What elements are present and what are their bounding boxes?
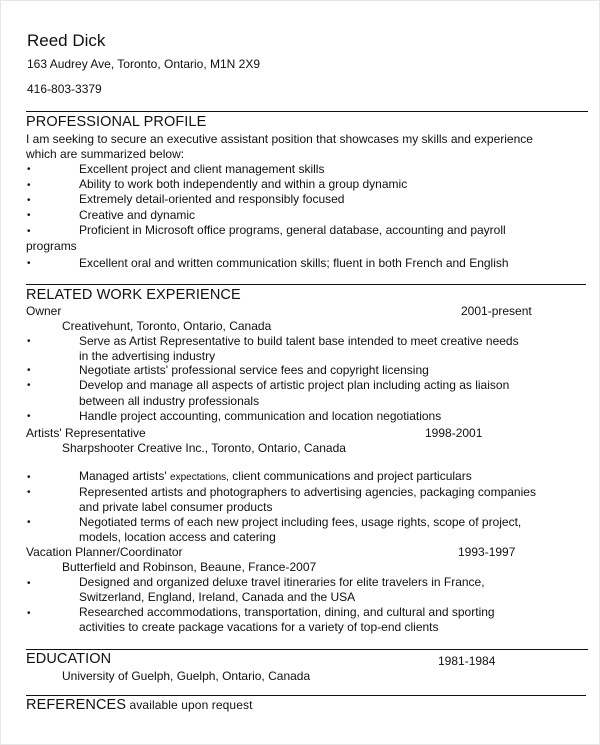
job-title: Artists' Representative <box>26 426 146 440</box>
bullet-icon: • <box>27 336 31 347</box>
references-note: available upon request <box>126 698 253 712</box>
bullet-icon: • <box>27 195 31 206</box>
profile-heading: PROFESSIONAL PROFILE <box>26 114 207 130</box>
phone: 416-803-3379 <box>27 82 102 96</box>
job-duty: Represented artists and photographers to advertising agencies, packaging companies <box>79 485 536 499</box>
job-duty: Handle project accounting, communication and location negotiations <box>79 409 442 423</box>
bullet-icon: • <box>27 164 31 175</box>
references-line <box>26 697 253 713</box>
bullet-icon: • <box>27 411 31 422</box>
education-heading: EDUCATION <box>26 651 112 667</box>
section-rule <box>26 111 588 112</box>
profile-intro-cont: which are summarized below: <box>26 147 185 161</box>
skill-item: Excellent oral and written communication skills; fluent in both French and English <box>79 256 509 270</box>
bullet-icon: • <box>27 608 31 619</box>
job-duty: Serve as Artist Representative to build talent base intended to meet creative needs <box>79 334 519 348</box>
bullet-icon: • <box>27 472 31 483</box>
job-duty-cont: in the advertising industry <box>79 349 216 363</box>
address: 163 Audrey Ave, Toronto, Ontario, M1N 2X9 <box>27 57 261 71</box>
job-dates: 2001-present <box>461 304 532 318</box>
job-duty-cont: and private label consumer products <box>79 500 273 514</box>
job-duty-cont: Switzerland, England, Ireland, Canada and the USA <box>79 590 356 604</box>
bullet-icon: • <box>27 380 31 391</box>
bullet-icon: • <box>27 180 31 191</box>
applicant-name: Reed Dick <box>27 31 106 50</box>
bullet-icon: • <box>27 258 31 269</box>
skill-item: Creative and dynamic <box>79 208 196 222</box>
job-duty: Develop and manage all aspects of artistic project plan including acting as liaison <box>79 378 510 392</box>
job-dates: 1993-1997 <box>458 545 516 559</box>
bullet-icon: • <box>27 365 31 376</box>
education-school: University of Guelph, Guelph, Ontario, Canada <box>62 669 311 683</box>
experience-heading: RELATED WORK EXPERIENCE <box>26 287 241 303</box>
job-company: Creativehunt, Toronto, Ontario, Canada <box>62 319 272 333</box>
job-duty-cont: between all industry professionals <box>79 394 260 408</box>
section-rule <box>26 284 586 285</box>
skill-item: Ability to work both independently and within a group dynamic <box>79 177 408 191</box>
education-dates: 1981-1984 <box>438 654 496 668</box>
references-heading: REFERENCES <box>26 697 127 713</box>
job-duty: Negotiate artists' professional service fees and copyright licensing <box>79 363 429 377</box>
job-duty: Researched accommodations, transportation, dining, and cultural and sporting <box>79 605 495 619</box>
bullet-icon: • <box>27 210 31 221</box>
bullet-icon: • <box>27 226 31 237</box>
job-duty: Managed artists' expectations, client communications and project particulars <box>79 469 472 483</box>
bullet-icon: • <box>27 578 31 589</box>
job-duty: Designed and organized deluxe travel itineraries for elite travelers in France, <box>79 575 485 589</box>
job-company: Butterfield and Robinson, Beaune, France-2007 <box>62 560 317 574</box>
section-rule <box>26 649 588 650</box>
section-rule <box>26 695 586 696</box>
profile-intro: I am seeking to secure an executive assistant position that showcases my skills and experience <box>26 132 533 146</box>
job-title: Owner <box>26 304 62 318</box>
skill-item: Proficient in Microsoft office programs, general database, accounting and payroll <box>79 223 506 237</box>
bullet-icon: • <box>27 517 31 528</box>
skill-item-cont: programs <box>26 239 77 253</box>
job-duty-cont: activities to create package vacations for a variety of top-end clients <box>79 620 439 634</box>
job-duty-cont: models, location access and catering <box>79 530 276 544</box>
job-company: Sharpshooter Creative Inc., Toronto, Ontario, Canada <box>62 441 346 455</box>
job-dates: 1998-2001 <box>425 426 483 440</box>
job-title: Vacation Planner/Coordinator <box>26 545 183 559</box>
skill-item: Extremely detail-oriented and responsibly focused <box>79 192 345 206</box>
job-duty: Negotiated terms of each new project including fees, usage rights, scope of project, <box>79 515 522 529</box>
bullet-icon: • <box>27 487 31 498</box>
skill-item: Excellent project and client management skills <box>79 162 325 176</box>
